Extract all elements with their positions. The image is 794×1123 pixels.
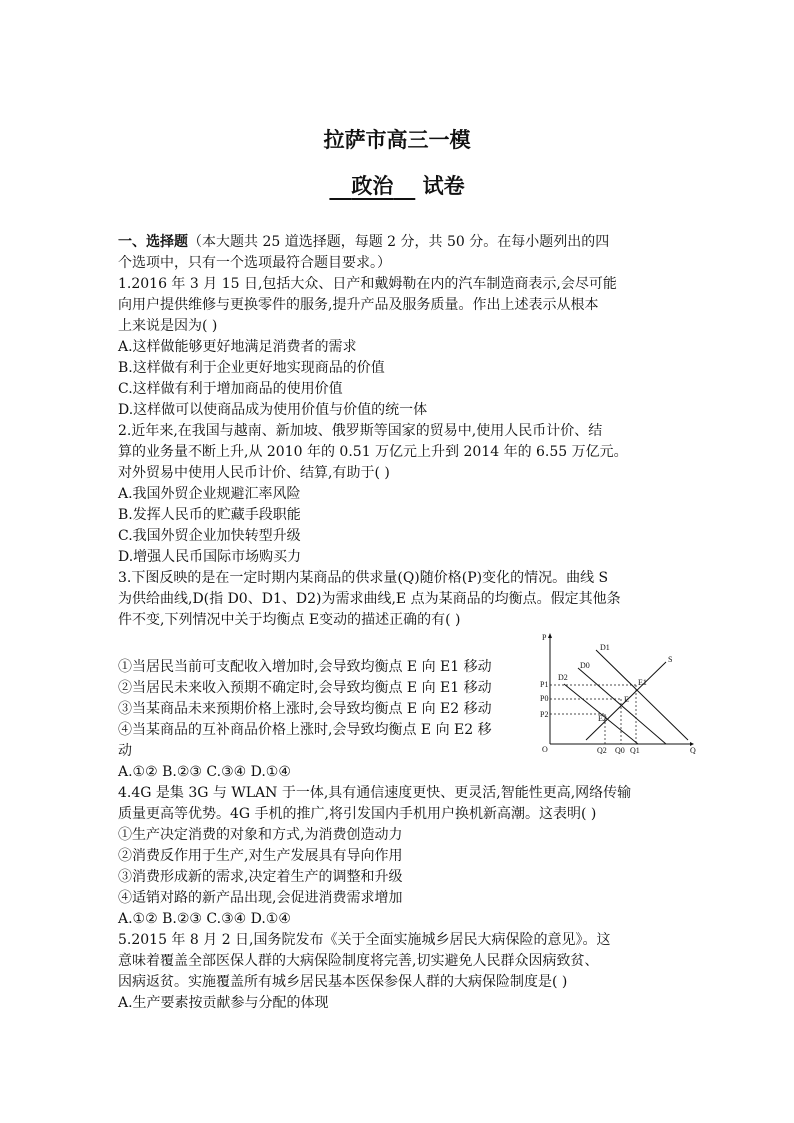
question-1-option-d: D.这样做可以使商品成为使用价值与价值的统一体 — [118, 402, 428, 418]
question-4-answers: A.①② B.②③ C.③④ D.①④ — [118, 911, 291, 927]
section-heading: 一、选择题 — [118, 234, 188, 250]
question-2-option-a: A.我国外贸企业规避汇率风险 — [118, 486, 301, 502]
question-2-option-d: D.增强人民币国际市场购买力 — [118, 549, 302, 565]
question-1-option-c: C.这样做有利于增加商品的使用价值 — [118, 381, 343, 397]
question-3-item: ④当某商品的互补商品价格上涨时,会导致均衡点 E 向 E2 移 — [118, 722, 492, 738]
question-1-stem: 向用户提供维修与更换零件的服务,提升产品及服务质量。作出上述表示从根本 — [118, 297, 599, 313]
section-instruction: 一、选择题（本大题共 25 道选择题，每题 2 分，共 50 分。在每小题列出的四 — [118, 234, 610, 250]
question-3-stem: 件不变,下列情况中关于均衡点 E变动的描述正确的有( ) — [118, 612, 461, 628]
question-5-stem: 5.2015 年 8 月 2 日,国务院发布《关于全面实施城乡居民大病保险的意见》。这 — [118, 932, 611, 948]
label-p1: P1 — [540, 680, 549, 689]
supply-demand-graph — [538, 632, 698, 754]
question-4-item: ②消费反作用于生产,对生产发展具有导向作用 — [118, 848, 403, 864]
question-2-stem: 算的业务量不断上升,从 2010 年的 0.51 万亿元上升到 2014 年的 6.55 万亿元。 — [118, 444, 628, 460]
paper-suffix: 试卷 — [422, 173, 465, 198]
question-3-item: ②当居民未来收入预期不确定时,会导致均衡点 E 向 E1 移动 — [118, 680, 492, 696]
question-4-item: ③消费形成新的需求,决定着生产的调整和升级 — [118, 869, 403, 885]
exam-subtitle — [0, 170, 794, 200]
question-4-item: ①生产决定消费的对象和方式,为消费创造动力 — [118, 827, 403, 843]
question-2-option-c: C.我国外贸企业加快转型升级 — [118, 528, 301, 544]
axis-label-q: Q — [690, 746, 696, 754]
subject-name: 政治 — [351, 173, 394, 198]
label-e2: E2 — [598, 714, 607, 723]
question-2-stem: 2.近年来,在我国与越南、新加坡、俄罗斯等国家的贸易中,使用人民币计价、结 — [118, 423, 603, 439]
origin-label: O — [542, 745, 548, 754]
question-3-item: ①当居民当前可支配收入增加时,会导致均衡点 E 向 E1 移动 — [118, 659, 492, 675]
question-3-statements — [118, 657, 538, 762]
label-e: E — [624, 695, 629, 704]
question-4-stem: 4.4G 是集 3G 与 WLAN 于一体,具有通信速度更快、更灵活,智能性更高,网络传输 — [118, 785, 632, 801]
label-q0: Q0 — [615, 746, 625, 754]
question-4-stem: 质量更高等优势。4G 手机的推广,将引发国内手机用户换机新高潮。这表明( ) — [118, 806, 597, 822]
questions-block-1 — [118, 232, 678, 631]
question-3-stem: 为供给曲线,D(指 D0、D1、D2)为需求曲线,E 点为某商品的均衡点。假定其他条 — [118, 591, 621, 607]
label-d2: D2 — [558, 673, 568, 682]
page-title: 拉萨市高三一模 — [323, 127, 471, 152]
label-s: S — [668, 655, 673, 664]
question-4-item: ④适销对路的新产品出现,会促进消费需求增加 — [118, 890, 403, 906]
question-5-option-a: A.生产要素按贡献参与分配的体现 — [118, 995, 329, 1011]
label-e1: E1 — [638, 678, 647, 687]
question-5-stem: 因病返贫。实施覆盖所有城乡居民基本医保参保人群的大病保险制度是( ) — [118, 974, 568, 990]
question-5-stem: 意味着覆盖全部医保人群的大病保险制度将完善,切实避免人民群众因病致贫、 — [118, 953, 599, 969]
label-q2: Q2 — [597, 746, 607, 754]
question-3-answers: A.①② B.②③ C.③④ D.①④ — [118, 764, 291, 780]
question-1-stem: 上来说是因为( ) — [118, 318, 218, 334]
label-q1: Q1 — [630, 746, 640, 754]
question-2-option-b: B.发挥人民币的贮藏手段职能 — [118, 507, 301, 523]
section-instruction-cont: 个选项中，只有一个选项最符合题目要求。） — [118, 255, 391, 271]
label-p0: P0 — [540, 694, 549, 703]
questions-block-2 — [118, 762, 678, 1014]
question-1-stem: 1.2016 年 3 月 15 日,包括大众、日产和戴姆勒在内的汽车制造商表示,会尽可能 — [118, 276, 617, 292]
question-2-stem: 对外贸易中使用人民币计价、结算,有助于( ) — [118, 465, 390, 481]
question-1-option-b: B.这样做有利于企业更好地实现商品的价值 — [118, 360, 385, 376]
axis-label-p: P — [542, 633, 547, 642]
question-3-item: ③当某商品未来预期价格上涨时,会导致均衡点 E 向 E2 移动 — [118, 701, 492, 717]
question-3-stem: 3.下图反映的是在一定时期内某商品的供求量(Q)随价格(P)变化的情况。曲线 S — [118, 570, 609, 586]
question-3-item: 动 — [118, 743, 132, 759]
p-axis-arrow — [548, 633, 552, 638]
label-d0: D0 — [580, 661, 590, 670]
label-p2: P2 — [540, 710, 549, 719]
question-1-option-a: A.这样做能够更好地满足消费者的需求 — [118, 339, 357, 355]
label-d1: D1 — [600, 643, 610, 652]
